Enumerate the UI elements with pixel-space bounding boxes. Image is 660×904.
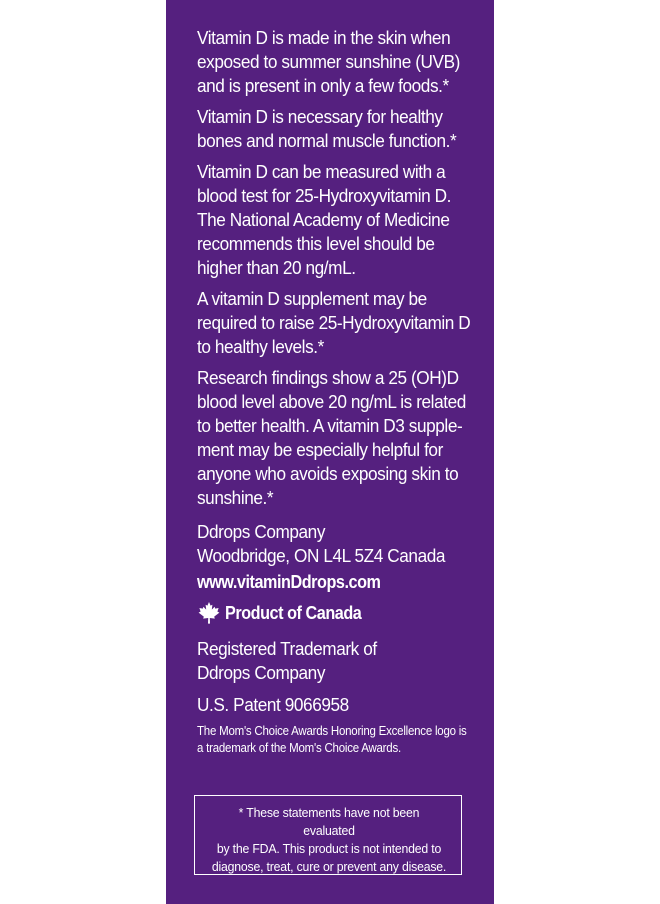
product-origin — [197, 600, 472, 626]
paragraph-skin-synthesis: Vitamin D is made in the skin when exposed to summer sunshine (UVB) and is present in only a few foods.* — [197, 27, 460, 96]
label-panel — [166, 0, 494, 904]
fda-disclaimer-line-2: by the FDA. This product is not intended to — [216, 841, 442, 856]
fda-disclaimer-line-3: diagnose, treat, cure or prevent any disease. — [211, 859, 447, 874]
paragraph-supplement: A vitamin D supplement may be required to raise 25-Hydroxyvitamin D to healthy levels.* — [197, 288, 471, 357]
trademark-line-1: Registered Trademark of — [197, 638, 377, 659]
trademark-notice — [197, 637, 472, 685]
product-origin-label: Product of Canada — [225, 602, 362, 623]
fda-disclaimer-box — [194, 795, 462, 875]
company-website: www.vitaminDdrops.com — [197, 572, 381, 592]
paragraph-bones-muscle: Vitamin D is necessary for healthy bones and normal muscle function.* — [197, 106, 457, 151]
maple-leaf-icon — [197, 601, 221, 625]
patent-number: U.S. Patent 9066958 — [197, 694, 349, 715]
paragraph-research: Research findings show a 25 (OH)D blood level above 20 ng/mL is related to better health. A vitamin D3 supple-ment may be especially helpful for anyone who avoids exposing skin to sunshine.* — [197, 367, 466, 508]
company-address-block — [197, 520, 472, 568]
paragraph-blood-test: Vitamin D can be measured with a blood test for 25-Hydroxyvitamin D. The National Academy of Medicine recommends this level should be higher than 20 ng/mL. — [197, 161, 452, 278]
moms-choice-notice: The Mom's Choice Awards Honoring Excellence logo is a trademark of the Mom's Choice Awards. — [197, 724, 467, 755]
company-name: Ddrops Company — [197, 521, 326, 542]
company-address: Woodbridge, ON L4L 5Z4 Canada — [197, 545, 446, 566]
fda-disclaimer-line-1: * These statements have not been evaluated — [238, 805, 420, 838]
trademark-line-2: Ddrops Company — [197, 662, 326, 683]
